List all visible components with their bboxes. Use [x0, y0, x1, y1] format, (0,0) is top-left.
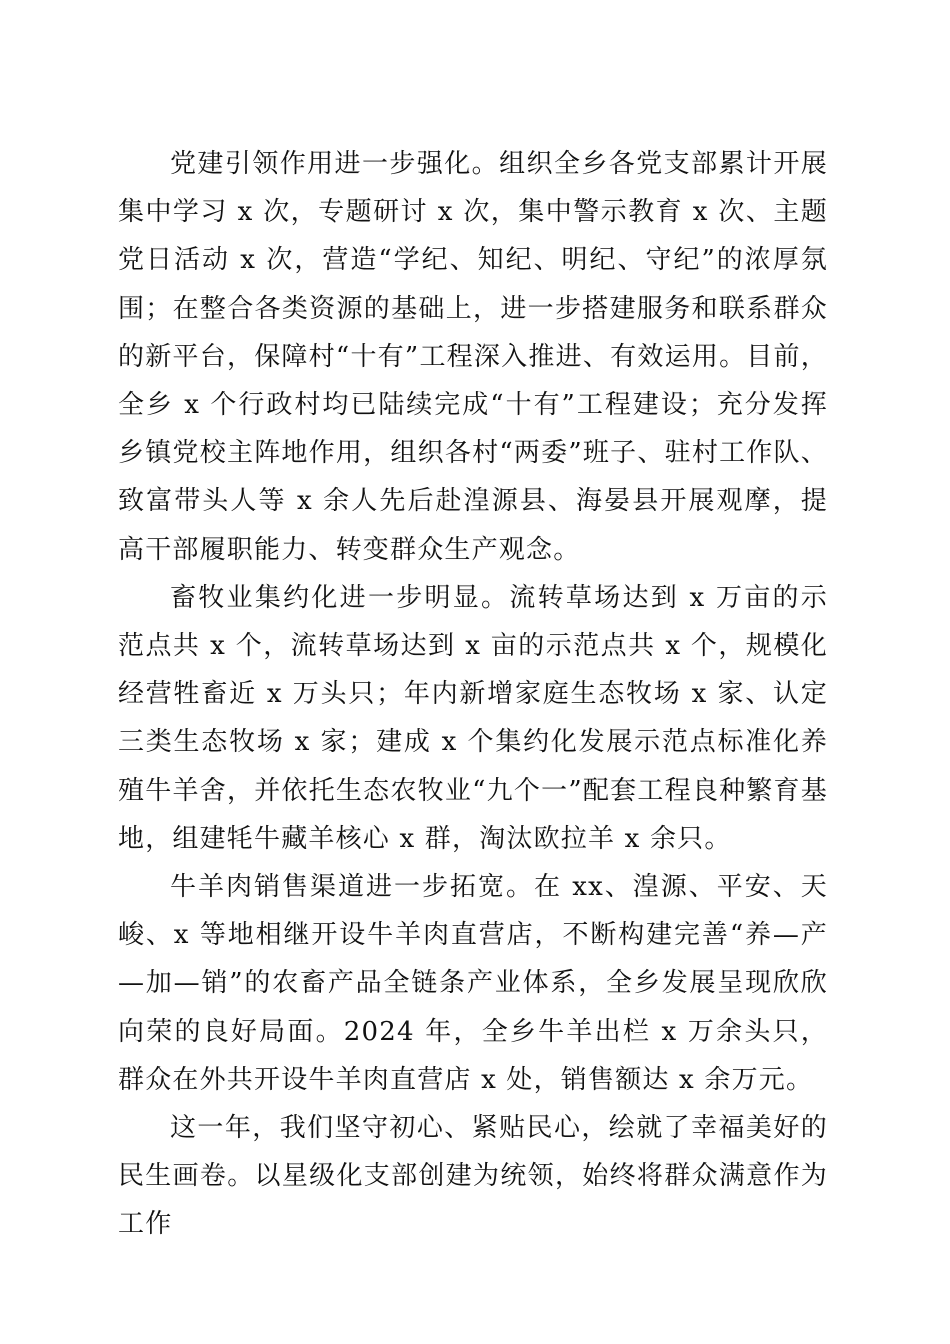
paragraph-livestock: 畜牧业集约化进一步明显。流转草场达到 x 万亩的示范点共 x 个，流转草场达到 x 亩的示范点共 x 个，规模化经营牲畜近 x 万头只；年内新增家庭生态牧场 x 家、认定三类生态牧场 x 家；建成 x 个集约化发展示范点标准化养殖牛羊舍，并依托生态农牧业“九个一”配套工程良种繁育基地，组建牦牛藏羊核心 x 群，淘汰欧拉羊 x 余只。 [118, 582, 828, 854]
paragraph-party-building: 党建引领作用进一步强化。组织全乡各党支部累计开展集中学习 x 次，专题研讨 x 次，集中警示教育 x 次、主题党日活动 x 次，营造“学纪、知纪、明纪、守纪”的浓厚氛围；在整合各类资源的基础上，进一步搭建服务和联系群众的新平台，保障村“十有”工程深入推进、有效运用。目前，全乡 x 个行政村均已陆续完成“十有”工程建设；充分发挥乡镇党校主阵地作用，组织各村“两委”班子、驻村工作队、致富带头人等 x 余人先后赴湟源县、海晏县开展观摩，提高干部履职能力、转变群众生产观念。 [118, 149, 828, 565]
paragraph-livelihood: 这一年，我们坚守初心、紧贴民心，绘就了幸福美好的民生画卷。以星级化支部创建为统领，始终将群众满意作为工作 [118, 1113, 828, 1240]
paragraph-meat-sales: 牛羊肉销售渠道进一步拓宽。在 xx、湟源、平安、天峻、x 等地相继开设牛羊肉直营店，不断构建完善“养—产—加—销”的农畜产品全链条产业体系，全乡发展呈现欣欣向荣的良好局面。2024 年，全乡牛羊出栏 x 万余头只，群众在外共开设牛羊肉直营店 x 处，销售额达 x 余万元。 [118, 872, 828, 1095]
document-body [118, 140, 828, 1249]
